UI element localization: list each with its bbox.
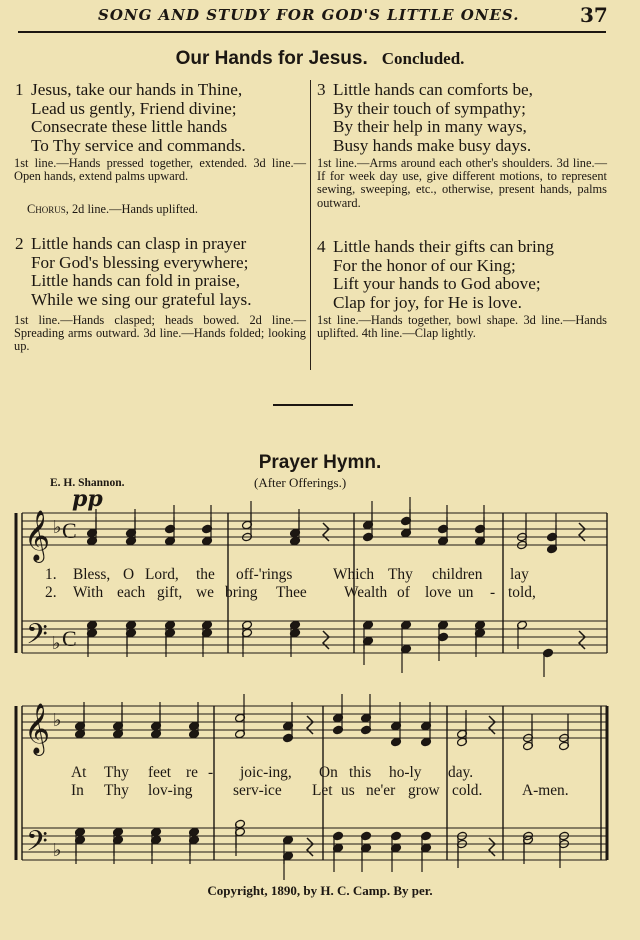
lyric-syllable: At <box>71 764 87 781</box>
lyric-syllable: told, <box>508 584 536 601</box>
common-time-icon: C <box>62 626 77 651</box>
key-flat-icon: ♭ <box>53 517 62 538</box>
lyric-syllable: Lord, <box>145 566 179 583</box>
verse-line: By their help in many ways, <box>333 117 527 136</box>
quarter-rest <box>489 716 495 734</box>
motion-note-3: 1st line.—Arms around each other's shoulders. 3d line.—If for week day use, give different motions, to represent sewing, sweeping, etc., otherwise, present hands, palms outward. <box>317 156 607 210</box>
lyric-syllable: feet <box>148 764 172 781</box>
lyric-syllable: serv-ice <box>233 782 282 799</box>
lyric-syllable: Let <box>312 782 333 799</box>
dynamic-marking: pp <box>72 486 103 512</box>
verse-line: Little hands can comforts be, <box>333 80 533 99</box>
verse-line: Jesus, take our hands in Thine, <box>31 80 243 99</box>
lyric-syllable: joic-ing, <box>240 764 292 781</box>
quarter-rest <box>579 631 585 649</box>
hymn-subtitle: (After Offerings.) <box>254 475 347 490</box>
bass-clef-icon: 𝄢 <box>26 618 48 658</box>
verse-line: Little hands can clasp in prayer <box>31 234 247 253</box>
lyric-syllable: cold. <box>452 782 483 799</box>
verse-line: While we sing our grateful lays. <box>31 289 252 309</box>
lyric-syllable: Thy <box>104 764 129 781</box>
copyright-notice: Copyright, 1890, by H. C. Camp. By per. <box>207 883 433 898</box>
lyric-syllable: gift, <box>157 584 183 601</box>
lyric-syllable: off-'rings <box>236 566 293 583</box>
concluded-label: Concluded. <box>381 49 465 68</box>
lyric-syllable: grow <box>408 782 440 799</box>
lyric-syllable: lay <box>510 566 529 583</box>
lyric-syllable: re <box>186 764 198 781</box>
lyric-syllable: bring <box>225 584 258 601</box>
verse-line: Little hands their gifts can bring <box>333 237 554 256</box>
quarter-rest <box>323 631 329 649</box>
lyric-syllable: On <box>319 764 338 781</box>
lyric-syllable: us <box>341 782 355 799</box>
lyric-hyphen: - <box>208 764 214 781</box>
lyric-syllable: lov-ing <box>148 782 193 799</box>
lyric-syllable: day. <box>448 764 474 781</box>
verse-line: Lift your hands to God above; <box>333 274 541 293</box>
key-flat-icon: ♭ <box>53 710 62 731</box>
motion-note-4: 1st line.—Hands together, bowl shape. 3d line.—Hands uplifted. 4th line.—Clap lightly. <box>317 313 607 341</box>
lyric-syllable: With <box>73 584 104 601</box>
stanza-number: 4 <box>317 237 326 256</box>
running-header: SONG AND STUDY FOR GOD'S LITTLE ONES. <box>98 6 520 24</box>
treble-clef-icon: 𝄞 <box>24 510 51 561</box>
motion-note-1: 1st line.—Hands pressed together, extended. 3d line.—Open hands, extend palms upward. <box>14 156 306 184</box>
quarter-rest <box>323 523 329 541</box>
quarter-rest <box>489 838 495 856</box>
key-flat-icon: ♭ <box>52 633 61 654</box>
lyric-syllable: A-men. <box>522 782 569 799</box>
lyric-syllable: Bless, <box>73 566 111 583</box>
lyric-syllable: Thy <box>104 782 129 799</box>
lyric-syllable: children <box>432 566 483 583</box>
verse-line: Consecrate these little hands <box>31 117 228 136</box>
key-flat-icon: ♭ <box>53 840 62 861</box>
verse-line: To Thy service and commands. <box>31 135 246 155</box>
lyric-syllable: of <box>397 584 410 601</box>
quarter-rest <box>307 716 313 734</box>
lyric-syllable: love <box>425 584 452 601</box>
quarter-rest <box>579 523 585 541</box>
lyric-syllable: Thee <box>276 584 307 601</box>
page-number: 37 <box>580 3 608 27</box>
stanza-number: 1 <box>15 80 24 99</box>
verse-line: Lead us gently, Friend divine; <box>31 98 237 118</box>
verse-line: By their touch of sympathy; <box>333 98 526 118</box>
lyric-syllable: Which <box>333 566 375 583</box>
lyric-syllable: the <box>196 566 215 583</box>
lyric-syllable: Wealth <box>344 584 388 601</box>
motion-note-2: 1st line.—Hands clasped; heads bowed. 2d line.—Spreading arms outward. 3d line.—Hands folded; looking up. <box>14 313 306 354</box>
verse-line: Little hands can fold in praise, <box>31 271 241 290</box>
verse-line: Busy hands make busy days. <box>333 135 532 155</box>
stanza-number: 2 <box>15 234 24 253</box>
lyric-syllable: Thy <box>388 566 413 583</box>
hymn-title-prayer-hymn: Prayer Hymn. <box>258 452 382 473</box>
bass-clef-icon: 𝄢 <box>26 825 48 865</box>
lyric-syllable: ne'er <box>366 782 396 799</box>
lyric-syllable: each <box>117 584 146 601</box>
lyric-syllable: this <box>349 764 372 781</box>
stanza-number: 3 <box>317 80 326 99</box>
hymn-title-text: Our Hands for Jesus. <box>175 48 368 69</box>
verse-line: Clap for joy, for He is love. <box>333 292 522 312</box>
quarter-rest <box>307 838 313 856</box>
lyric-syllable: un <box>458 584 474 601</box>
verse-number: 2. <box>45 584 57 601</box>
verse-line: For the honor of our King; <box>333 255 516 275</box>
lyric-syllable: O <box>123 566 135 583</box>
lyric-hyphen: - <box>490 584 496 601</box>
verse-number: 1. <box>45 566 57 583</box>
verse-line: For God's blessing everywhere; <box>31 252 249 272</box>
lyric-syllable: ho-ly <box>389 764 422 781</box>
chorus-note-text: 2d line.—Hands uplifted. <box>71 202 198 216</box>
common-time-icon: C <box>62 518 77 543</box>
lyric-syllable: In <box>71 782 84 799</box>
lyric-syllable: we <box>196 584 214 601</box>
chorus-label: Chorus, <box>27 202 69 216</box>
composer-credit: E. H. Shannon. <box>50 477 125 489</box>
treble-clef-icon: 𝄞 <box>24 703 51 754</box>
